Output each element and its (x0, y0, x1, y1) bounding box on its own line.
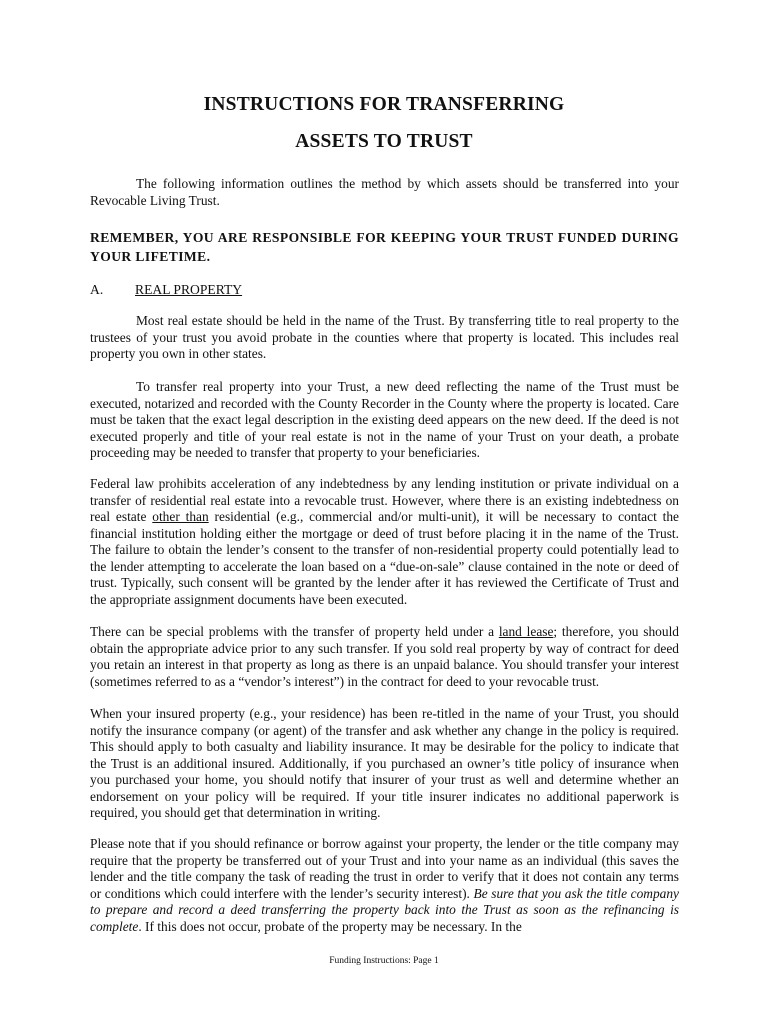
p3-underlined: other than (152, 509, 209, 524)
paragraph-insurance: When your insured property (e.g., your residence) has been re-titled in the name of your Trust, you should notify the insurance company (or agent) of the transfer and ask whether any change in the policy is required. This should apply to both casualty and liability insurance. It may be desirable for the policy to indicate that the Trust is an additional insured. Additionally, if you purchased an owner’s title policy of insurance when you purchased your home, you should notify that insurer of your trust as well and determine whether an endorsement on your policy will be required. If your title insurer indicates no additional paperwork is required, you should get that determination in writing. (90, 706, 679, 820)
paragraph-real-estate-in-trust: Most real estate should be held in the name of the Trust. By transferring title to real property to the trustees of your trust you avoid probate in the counties where that property is located. This includes real property you own in other states. (90, 313, 679, 361)
p4-text-a: There can be special problems with the transfer of property held under a (90, 624, 499, 639)
section-heading-real-property (90, 281, 242, 298)
section-name: REAL PROPERTY (135, 282, 243, 297)
paragraph-refinance (90, 836, 679, 935)
paragraph-new-deed: To transfer real property into your Trust, a new deed reflecting the name of the Trust must be executed, notarized and recorded with the County Recorder in the County where the property is located. Care must be taken that the exact legal description in the existing deed appears on the new deed. If the deed is not executed properly and title of your real estate is not in the name of your Trust on your death, a probate proceeding may be needed to transfer that property to your beneficiaries. (90, 379, 679, 460)
intro-paragraph: The following information outlines the method by which assets should be transferred into your Revocable Living Trust. (90, 176, 679, 208)
p3-text-a: Federal law prohibits acceleration of any indebtedness by any lending institution or private individual on a transfer of residential real estate into a revocable trust. However, where there is an existing indebtedness on real estate (90, 476, 679, 524)
p6-italic: Be sure that you ask the title company to prepare and record a deed transferring the property back into the Trust as soon as the refinancing is complete (90, 885, 679, 934)
p6-text-b: . If this does not occur, probate of the property may be necessary. In the (138, 918, 522, 934)
section-letter: A. (90, 282, 104, 297)
p3-text-b: residential (e.g., commercial and/or multi-unit), it will be necessary to contact the financial institution holding either the mortgage or deed of trust before placing it in the name of the Trust. The failure to obtain the lender’s consent to the transfer of non-residential property could potentially lead to the lender attempting to accelerate the loan based on a “due-on-sale” clause contained in the note or deed of trust. Typically, such consent will be granted by the lender after it has reviewed the Certificate of Trust and the appropriate assignment documents have been executed. (90, 509, 679, 607)
page-footer: Funding Instructions: Page 1 (329, 956, 439, 966)
document-title-line-1: INSTRUCTIONS FOR TRANSFERRING (203, 94, 565, 115)
paragraph-federal-law (90, 476, 679, 608)
document-title-line-2: ASSETS TO TRUST (295, 131, 473, 152)
p4-text-b: ; therefore, you should obtain the appropriate advice prior to any such transfer. If you sold real property by way of contract for deed you retain an interest in that property as long as there is an unpaid balance. You should transfer your interest (sometimes referred to as a “vendor’s interest”) in the contract for deed to your revocable trust. (90, 624, 679, 689)
p4-underlined: land lease (498, 624, 554, 639)
p6-text-a: Please note that if you should refinance or borrow against your property, the lender or the title company may require that the property be transferred out of your Trust and into your name as an individual (this saves the lender and the title company the task of reading the trust in order to verify that it does not contain any terms or conditions which could interfere with the lender’s security interest). (90, 836, 679, 901)
paragraph-land-lease (90, 624, 679, 690)
remember-notice: REMEMBER, YOU ARE RESPONSIBLE FOR KEEPING YOUR TRUST FUNDED DURING YOUR LIFETIME. (90, 230, 679, 264)
